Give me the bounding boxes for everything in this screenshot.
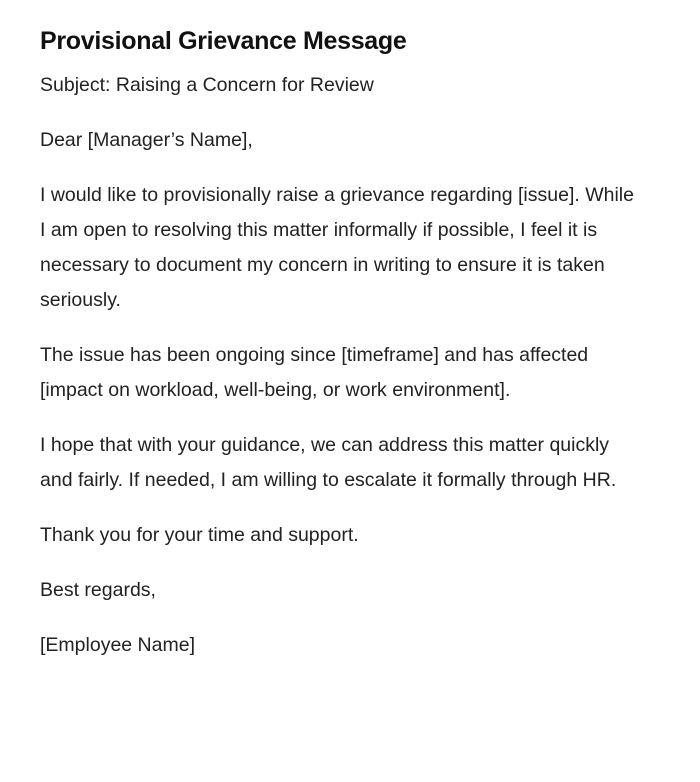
document-title: Provisional Grievance Message bbox=[40, 27, 407, 55]
closing: Best regards, bbox=[40, 579, 156, 601]
body-paragraph-2: The issue has been ongoing since [timeframe] and has affected [impact on workload, well-being, or work environment]. bbox=[40, 344, 589, 401]
subject-line: Subject: Raising a Concern for Review bbox=[40, 74, 374, 96]
salutation: Dear [Manager’s Name], bbox=[40, 129, 253, 151]
body-paragraph-3: I hope that with your guidance, we can address this matter quickly and fairly. If needed, I am willing to escalate it formally through HR. bbox=[40, 434, 617, 491]
body-paragraph-1: I would like to provisionally raise a grievance regarding [issue]. While I am open to resolving this matter informally if possible, I feel it is necessary to document my concern in writing to ensure it is taken seriously. bbox=[40, 184, 634, 311]
signature: [Employee Name] bbox=[40, 634, 195, 656]
body-paragraph-4: Thank you for your time and support. bbox=[40, 524, 359, 546]
